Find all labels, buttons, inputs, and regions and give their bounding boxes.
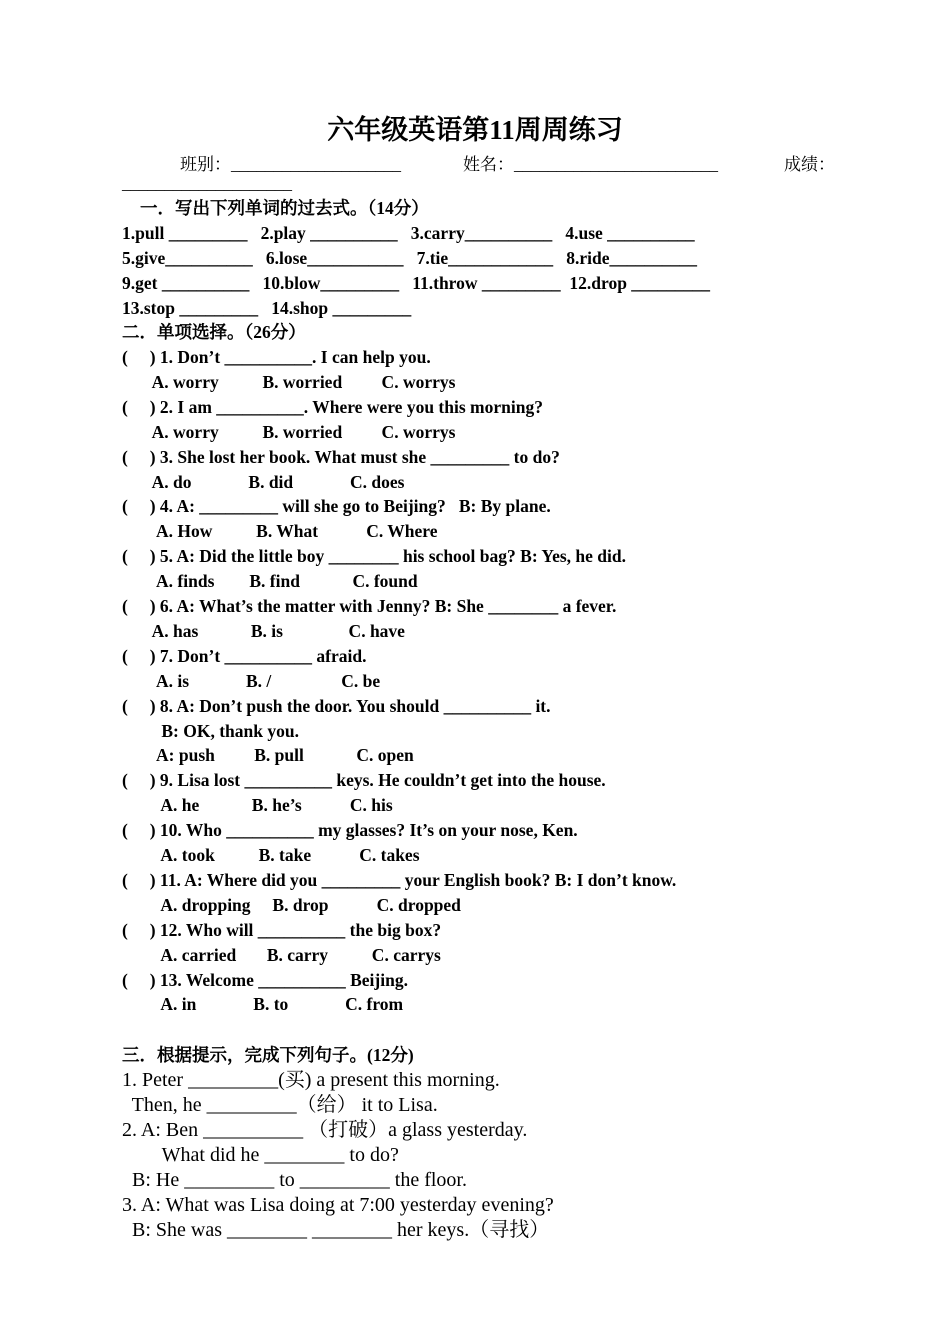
section3-line-6: 3. A: What was Lisa doing at 7:00 yesterday evening? bbox=[122, 1194, 554, 1216]
section2-line-1: ( ) 1. Don’t __________. I can help you. bbox=[122, 347, 431, 367]
section2-line-18: ( ) 9. Lisa lost __________ keys. He couldn’t get into the house. bbox=[122, 770, 606, 791]
section1-heading: 一．写出下列单词的过去式。（14分） bbox=[140, 198, 429, 218]
section2-line-15: ( ) 8. A: Don’t push the door. You should __________ it. bbox=[122, 695, 551, 716]
section2-line-10: A. finds B. find C. found bbox=[122, 571, 418, 592]
score-line[interactable]: ____________________ bbox=[122, 174, 292, 193]
section3-line-4: What did he ________ to do? bbox=[122, 1144, 399, 1166]
section2-line-7: ( ) 4. A: _________ will she go to Beijing? B: By plane. bbox=[122, 496, 551, 517]
section2-line-26: ( ) 13. Welcome __________ Beijing. bbox=[122, 969, 408, 990]
section2-line-17: A: push B. pull C. open bbox=[122, 745, 414, 766]
section2-line-14: A. is B. / C. be bbox=[122, 670, 381, 691]
section1-row-1: 1.pull _________ 2.play __________ 3.carry__________ 4.use __________ bbox=[122, 223, 695, 243]
section2-line-11: ( ) 6. A: What’s the matter with Jenny? B: She ________ a fever. bbox=[122, 596, 617, 616]
section2-line-3: ( ) 2. I am __________. Where were you this morning? bbox=[122, 396, 543, 417]
section2-heading: 二．单项选择。（26分） bbox=[122, 322, 306, 342]
section2-line-13: ( ) 7. Don’t __________ afraid. bbox=[122, 645, 367, 666]
section2-line-24: ( ) 12. Who will __________ the big box? bbox=[122, 919, 442, 940]
section2-line-4: A. worry B. worried C. worrys bbox=[122, 421, 456, 442]
section1-row-4: 13.stop _________ 14.shop _________ bbox=[122, 298, 412, 318]
section1-row-3: 9.get __________ 10.blow_________ 11.throw _________ 12.drop _________ bbox=[122, 273, 711, 293]
name-field[interactable]: 姓名：________________________ bbox=[463, 155, 718, 174]
section2-line-19: A. he B. he’s C. his bbox=[122, 795, 393, 816]
section2-line-12: A. has B. is C. have bbox=[122, 620, 405, 641]
section2-line-25: A. carried B. carry C. carrys bbox=[122, 944, 441, 965]
section1-row-2: 5.give__________ 6.lose___________ 7.tie____________ 8.ride__________ bbox=[122, 248, 698, 268]
section2-line-8: A. How B. What C. Where bbox=[122, 521, 438, 542]
section2-line-27: A. in B. to C. from bbox=[122, 994, 404, 1015]
section3-line-5: B: He _________ to _________ the floor. bbox=[122, 1169, 467, 1191]
section2-line-16: B: OK, thank you. bbox=[122, 720, 299, 741]
class-field[interactable]: 班别：____________________ bbox=[180, 155, 401, 174]
section2-line-22: ( ) 11. A: Where did you _________ your English book? B: I don’t know. bbox=[122, 869, 677, 890]
section2-line-2: A. worry B. worried C. worrys bbox=[122, 371, 456, 392]
section3-heading: 三．根据提示，完成下列句子。(12分) bbox=[122, 1045, 414, 1065]
section2-line-23: A. dropping B. drop C. dropped bbox=[122, 894, 461, 915]
section3-line-3: 2. A: Ben __________ （打破）a glass yesterday. bbox=[122, 1119, 528, 1141]
section3-line-7: B: She was ________ ________ her keys.（寻找） bbox=[122, 1219, 550, 1241]
score-field[interactable]: 成绩： bbox=[784, 155, 835, 174]
section2-line-5: ( ) 3. She lost her book. What must she _________ to do? bbox=[122, 446, 560, 467]
page-title: 六年级英语第11周周练习 bbox=[327, 115, 623, 145]
section2-line-21: A. took B. take C. takes bbox=[122, 845, 420, 865]
section2-line-6: A. do B. did C. does bbox=[122, 471, 405, 492]
section3-line-1: 1. Peter _________(买) a present this morning. bbox=[122, 1069, 500, 1091]
section2-line-9: ( ) 5. A: Did the little boy ________ his school bag? B: Yes, he did. bbox=[122, 546, 626, 567]
section2-line-20: ( ) 10. Who __________ my glasses? It’s on your nose, Ken. bbox=[122, 820, 578, 841]
section3-line-2: Then, he _________（给） it to Lisa. bbox=[122, 1094, 438, 1116]
